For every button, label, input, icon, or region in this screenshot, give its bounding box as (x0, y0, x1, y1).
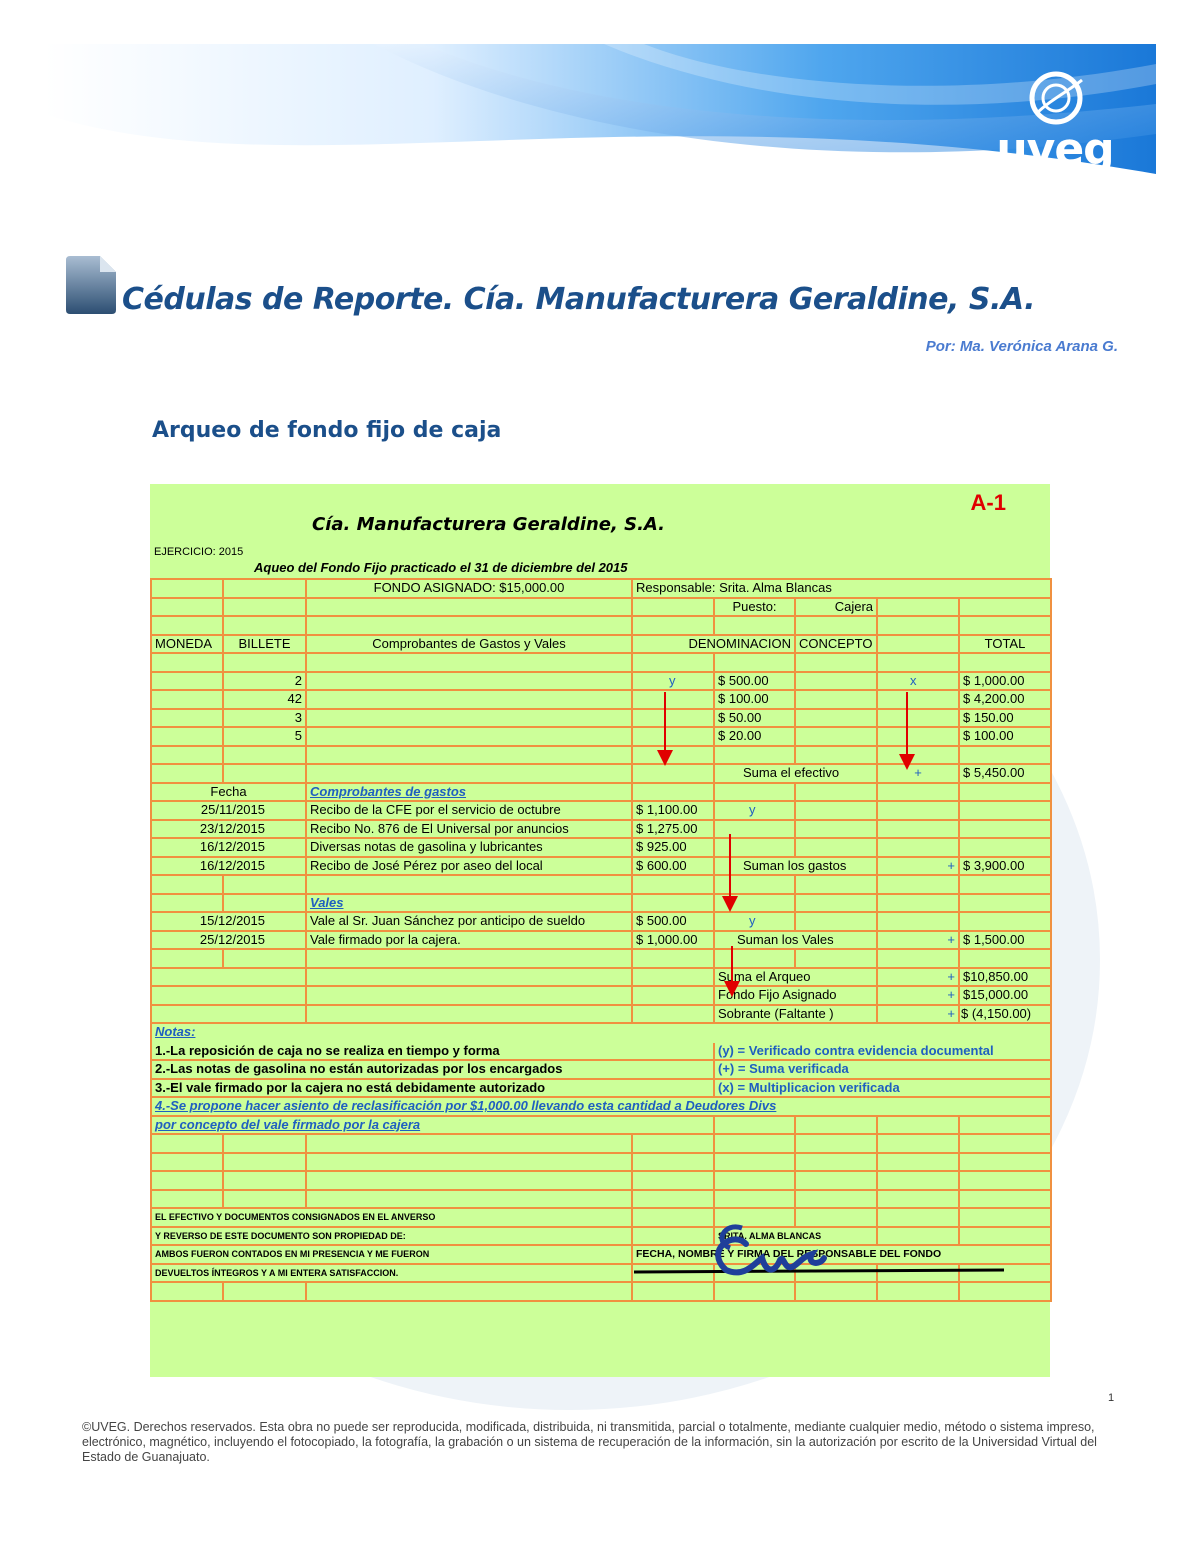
table-header-row (151, 635, 1051, 654)
col-comprobantes: Comprobantes de Gastos y Vales (306, 635, 632, 654)
author-line: Por: Ma. Verónica Arana G. (925, 338, 1118, 355)
legend-plus: (+) = Suma verificada (714, 1060, 1051, 1079)
decl-1: EL EFECTIVO Y DOCUMENTOS CONSIGNADOS EN EL ANVERSO (151, 1208, 632, 1227)
note-3: 3.-El vale firmado por la cajera no está debidamente autorizado (151, 1079, 714, 1098)
table-row (151, 764, 1051, 783)
suma-arqueo: $10,850.00 (959, 968, 1051, 987)
table-row: Suma el Arqueo + $10,850.00 (151, 968, 1051, 987)
fondo-fijo-label: Fondo Fijo Asignado (714, 986, 877, 1005)
table-row (151, 1153, 1051, 1172)
suman-vales: $ 1,500.00 (959, 931, 1051, 950)
decl-3: AMBOS FUERON CONTADOS EN MI PRESENCIA Y ME FUERON (151, 1245, 632, 1264)
cash-row: 5 $ 20.00 $ 100.00 (151, 727, 1051, 746)
fondo-fijo: $15,000.00 (959, 986, 1051, 1005)
table-row (151, 894, 1051, 913)
sheet-company: Cía. Manufacturera Geraldine, S.A. (312, 514, 666, 535)
table-row (151, 1190, 1051, 1209)
logo-wordmark: uveg (996, 124, 1114, 175)
note-row (151, 1060, 1051, 1079)
table-row (151, 1282, 1051, 1301)
page-title: Cédulas de Reporte. Cía. Manufacturera Geraldine, S.A. (122, 282, 1036, 317)
note-row (151, 1042, 1051, 1061)
notas-title: Notas: (155, 1024, 196, 1040)
gasto-row: 25/11/2015 Recibo de la CFE por el servicio de octubre $ 1,100.00 y (151, 801, 1051, 820)
table-row (151, 746, 1051, 765)
cash-row: 42 $ 100.00 $ 4,200.00 (151, 690, 1051, 709)
col-billete: BILLETE (223, 635, 306, 654)
logo-subtext: universidad virtual del estado de guanajuato (1002, 174, 1089, 187)
check-x: x (877, 672, 959, 691)
section-title: Arqueo de fondo fijo de caja (152, 418, 502, 443)
gasto-row: 16/12/2015 Diversas notas de gasolina y lubricantes $ 925.00 (151, 838, 1051, 857)
table-row (151, 616, 1051, 635)
table-row (151, 579, 1051, 598)
table-row (151, 598, 1051, 617)
suma-efectivo-label: Suma el efectivo (714, 764, 877, 783)
table-row (151, 875, 1051, 894)
note-row (151, 1116, 1051, 1135)
table-row (151, 1023, 1051, 1042)
legend-x: (x) = Multiplicacion verificada (714, 1079, 1051, 1098)
fondo-asignado: FONDO ASIGNADO: $15,000.00 (306, 579, 632, 598)
signature-image (634, 1220, 1004, 1284)
cash-row: 2 y $ 500.00 x $ 1,000.00 (151, 672, 1051, 691)
check-plus: + (877, 764, 959, 783)
check-y: y (632, 672, 714, 691)
sheet-aqueo: Aqueo del Fondo Fijo practicado el 31 de diciembre del 2015 (254, 560, 628, 575)
legend-y: (y) = Verificado contra evidencia documental (714, 1042, 1051, 1061)
document-icon (66, 256, 116, 314)
table-row: Sobrante (Faltante ) + $ (4,150.00) (151, 1005, 1051, 1024)
table-row (151, 653, 1051, 672)
vales-title: Vales (310, 894, 344, 910)
srita-name: SRITA. ALMA BLANCAS (714, 1227, 877, 1246)
page-number: 1 (1108, 1392, 1115, 1404)
cash-row: 3 $ 50.00 $ 150.00 (151, 709, 1051, 728)
fecha-label: Fecha (151, 783, 306, 802)
logo-swirl-icon (990, 70, 1120, 130)
sheet-header (150, 484, 1050, 578)
comprobantes-title: Comprobantes de gastos (310, 783, 467, 799)
puesto-value: Cajera (795, 598, 877, 617)
responsable: Responsable: Srita. Alma Blancas (632, 579, 1051, 598)
col-total: TOTAL (959, 635, 1051, 654)
gasto-row: 16/12/2015 Recibo de José Pérez por aseo del local $ 600.00 Suman los gastos + $ 3,900.00 (151, 857, 1051, 876)
note-1: 1.-La reposición de caja no se realiza en tiempo y forma (151, 1042, 714, 1061)
table-row (151, 1134, 1051, 1153)
col-concepto: CONCEPTO (795, 635, 877, 654)
arqueo-sheet (150, 484, 1050, 1377)
note-row (151, 1079, 1051, 1098)
table-row (151, 1171, 1051, 1190)
vale-row: 25/12/2015 Vale firmado por la cajera. $ 1,000.00 Suman los Vales + $ 1,500.00 (151, 931, 1051, 950)
sobrante-label: Sobrante (Faltante ) (714, 1005, 877, 1024)
vale-row: 15/12/2015 Vale al Sr. Juan Sánchez por anticipo de sueldo $ 500.00 y (151, 912, 1051, 931)
sobrante: $ (4,150.00) (959, 1005, 1051, 1024)
suma-efectivo: $ 5,450.00 (959, 764, 1051, 783)
note-2: 2.-Las notas de gasolina no están autorizadas por los encargados (151, 1060, 714, 1079)
sheet-ejercicio: EJERCICIO: 2015 (154, 546, 244, 558)
table-row: Fondo Fijo Asignado + $15,000.00 (151, 986, 1051, 1005)
note-4-line-2: por concepto del vale firmado por la cajera (155, 1116, 421, 1132)
suma-arqueo-label: Suma el Arqueo (714, 968, 877, 987)
col-denominacion: DENOMINACION (632, 635, 795, 654)
decl-4: DEVUELTOS ÍNTEGROS Y A MI ENTERA SATISFACCION. (151, 1264, 632, 1283)
suman-gastos-label: Suman los gastos (714, 857, 877, 876)
suman-vales-label: Suman los Vales (714, 931, 877, 950)
decl-2: Y REVERSO DE ESTE DOCUMENTO SON PROPIEDAD DE: (151, 1227, 632, 1246)
copyright-footer: ©UVEG. Derechos reservados. Esta obra no puede ser reproducida, modificada, distribuida, ni transmitida, parcial o totalmente, mediante cualquier medio, método o sistema impreso, electrónico, magnético, incluyendo el fotocopiado, la fotografía, la grabación o un sistema de recuperación de la información, sin la autorización por escrito de la Universidad Virtual del Estado de Guanajuato. (82, 1420, 1097, 1464)
note-row (151, 1097, 1051, 1116)
firma-label: FECHA, NOMBRE Y FIRMA DEL RESPONSABLE DEL FONDO (632, 1245, 1051, 1264)
arqueo-table (150, 578, 1052, 1302)
table-row (151, 949, 1051, 968)
table-row (151, 783, 1051, 802)
col-moneda: MONEDA (151, 635, 223, 654)
gasto-row: 23/12/2015 Recibo No. 876 de El Universal por anuncios $ 1,275.00 (151, 820, 1051, 839)
suman-gastos: $ 3,900.00 (959, 857, 1051, 876)
sheet-code: A-1 (970, 490, 1006, 515)
puesto-label: Puesto: (714, 598, 795, 617)
uveg-logo (990, 70, 1120, 187)
note-4-line-1: 4.-Se propone hacer asiento de reclasificación por $1,000.00 llevando esta cantidad a Deudores Divs (155, 1098, 777, 1114)
